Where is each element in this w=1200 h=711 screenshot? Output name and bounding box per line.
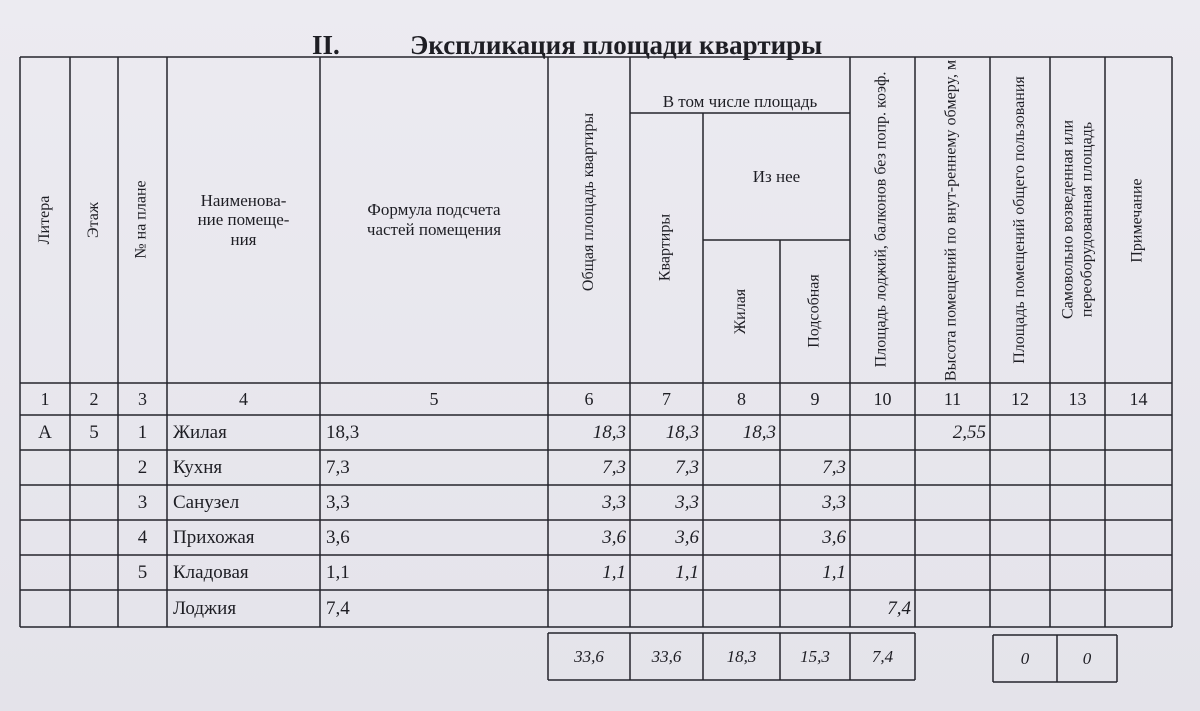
column-number: 9 bbox=[810, 388, 820, 409]
header-kvartiry: Квартиры bbox=[656, 213, 674, 282]
cell-lodzhii bbox=[850, 415, 915, 450]
cell-nomer: 3 bbox=[137, 491, 148, 513]
cell-litera bbox=[20, 485, 70, 520]
cell-litera: А bbox=[38, 421, 52, 443]
column-number: 14 bbox=[1129, 388, 1148, 409]
column-number: 2 bbox=[89, 388, 99, 409]
column-number: 10 bbox=[873, 388, 892, 409]
total-obshaya: 33,6 bbox=[574, 646, 604, 666]
cell-vysota bbox=[915, 485, 990, 520]
cell-formula: 18,3 bbox=[326, 421, 360, 443]
total-kvartiry: 33,6 bbox=[651, 646, 682, 666]
column-number: 3 bbox=[138, 388, 147, 409]
cell-etazh bbox=[70, 590, 118, 627]
cell-podsobnaya: 3,3 bbox=[822, 491, 846, 513]
cell-kvartiry: 3,6 bbox=[675, 526, 699, 548]
cell-etazh bbox=[70, 450, 118, 485]
header-nomer: № на плане bbox=[132, 180, 150, 259]
cell-litera bbox=[20, 520, 70, 555]
cell-formula: 3,6 bbox=[326, 526, 350, 548]
column-number: 11 bbox=[943, 388, 962, 409]
total-zhilaya: 18,3 bbox=[726, 646, 757, 666]
cell-litera bbox=[20, 555, 70, 590]
cell-nomer: 1 bbox=[137, 421, 148, 443]
cell-podsobnaya: 7,3 bbox=[822, 456, 846, 478]
cell-naimenovanie: Жилая bbox=[173, 421, 227, 443]
column-number: 13 bbox=[1068, 388, 1087, 409]
header-etazh: Этаж bbox=[84, 202, 102, 238]
header-iz-nee: Из нее bbox=[752, 166, 801, 186]
cell-nomer: 5 bbox=[137, 561, 148, 583]
total-obshego: 0 bbox=[1020, 648, 1030, 668]
cell-vysota bbox=[915, 520, 990, 555]
header-naimenovanie: Наименова-ние помеще-ния bbox=[197, 190, 290, 249]
cell-lodzhii bbox=[850, 485, 915, 520]
cell-naimenovanie: Санузел bbox=[173, 491, 240, 513]
section-title: Экспликация площади квартиры bbox=[410, 30, 823, 60]
header-primechanie: Примечание bbox=[1128, 178, 1146, 263]
header-litera: Литера bbox=[35, 195, 53, 245]
cell-obshaya: 3,3 bbox=[602, 491, 626, 513]
cell-lodzhii bbox=[850, 450, 915, 485]
cell-etazh: 5 bbox=[89, 421, 99, 443]
cell-zhilaya bbox=[703, 485, 780, 520]
cell-naimenovanie: Кладовая bbox=[173, 561, 249, 583]
cell-kvartiry: 7,3 bbox=[675, 456, 699, 478]
cell-naimenovanie: Прихожая bbox=[173, 526, 255, 548]
column-number: 8 bbox=[737, 388, 746, 409]
cell-kvartiry: 18,3 bbox=[665, 421, 699, 443]
header-formula: Формула подсчета частей помещения bbox=[366, 200, 502, 239]
cell-etazh bbox=[70, 520, 118, 555]
cell-zhilaya bbox=[703, 590, 780, 627]
total-lodzhii: 7,4 bbox=[871, 646, 894, 666]
header-vysota: Высота помещений по внут-реннему обмеру, м bbox=[942, 59, 960, 382]
cell-kvartiry: 1,1 bbox=[675, 561, 699, 583]
cell-formula: 3,3 bbox=[326, 491, 350, 513]
cell-kvartiry bbox=[630, 590, 703, 627]
cell-vysota bbox=[915, 450, 990, 485]
total-podsobnaya: 15,3 bbox=[800, 646, 830, 666]
cell-podsobnaya: 1,1 bbox=[822, 561, 846, 583]
cell-obshaya: 1,1 bbox=[602, 561, 626, 583]
header-v-tom-chisle: В том числе площадь bbox=[662, 92, 818, 112]
header-podsobnaya: Подсобная bbox=[805, 274, 823, 348]
cell-zhilaya bbox=[703, 555, 780, 590]
header-obshego: Площадь помещений общего пользования bbox=[1010, 76, 1028, 364]
cell-zhilaya bbox=[703, 450, 780, 485]
cell-nomer bbox=[118, 590, 167, 627]
cell-lodzhii: 7,4 bbox=[887, 597, 911, 619]
cell-podsobnaya: 3,6 bbox=[822, 526, 846, 548]
cell-naimenovanie: Лоджия bbox=[173, 597, 237, 619]
section-number: II. bbox=[312, 30, 340, 60]
cell-kvartiry: 3,3 bbox=[675, 491, 699, 513]
cell-zhilaya: 18,3 bbox=[742, 421, 776, 443]
cell-etazh bbox=[70, 555, 118, 590]
cell-vysota: 2,55 bbox=[952, 421, 986, 443]
cell-podsobnaya bbox=[780, 590, 850, 627]
cell-vysota bbox=[915, 555, 990, 590]
column-number: 6 bbox=[584, 388, 594, 409]
cell-naimenovanie: Кухня bbox=[173, 456, 223, 478]
cell-nomer: 4 bbox=[137, 526, 148, 548]
cell-formula: 1,1 bbox=[326, 561, 350, 583]
column-number: 12 bbox=[1011, 388, 1029, 409]
header-zhilaya: Жилая bbox=[732, 288, 750, 335]
cell-litera bbox=[20, 590, 70, 627]
header-obshaya: Общая площадь квартиры bbox=[579, 112, 597, 292]
total-samovolno: 0 bbox=[1082, 648, 1092, 668]
header-lodzhii: Площадь лоджий, балконов без попр. коэф. bbox=[872, 71, 890, 368]
cell-podsobnaya bbox=[780, 415, 850, 450]
header-samovolno: Самовольно возведенная или переоборудованная площадь bbox=[1059, 119, 1095, 320]
cell-obshaya: 18,3 bbox=[592, 421, 626, 443]
cell-obshaya bbox=[548, 590, 630, 627]
cell-obshaya: 3,6 bbox=[602, 526, 626, 548]
cell-obshaya: 7,3 bbox=[602, 456, 626, 478]
cell-etazh bbox=[70, 485, 118, 520]
cell-nomer: 2 bbox=[137, 456, 148, 478]
column-number: 1 bbox=[40, 388, 50, 409]
cell-litera bbox=[20, 450, 70, 485]
cell-zhilaya bbox=[703, 520, 780, 555]
cell-lodzhii bbox=[850, 555, 915, 590]
column-number: 7 bbox=[662, 388, 671, 409]
column-number: 5 bbox=[429, 388, 439, 409]
cell-lodzhii bbox=[850, 520, 915, 555]
column-number: 4 bbox=[239, 388, 248, 409]
cell-formula: 7,3 bbox=[326, 456, 350, 478]
cell-formula: 7,4 bbox=[326, 597, 350, 619]
cell-vysota bbox=[915, 590, 990, 627]
